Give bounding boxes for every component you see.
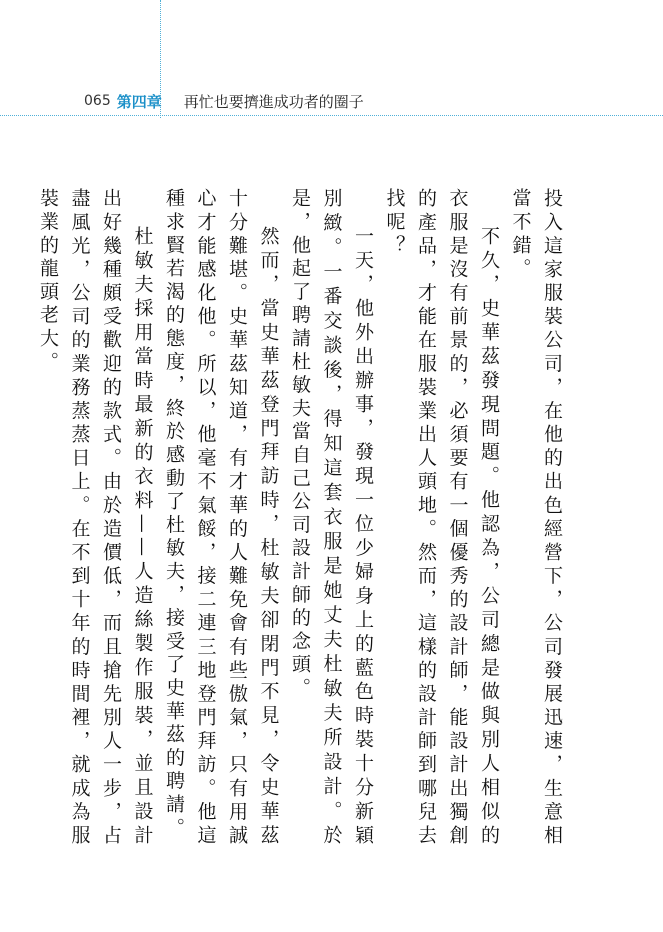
paragraph: 杜敏夫採用當時最新的衣料——人造絲製作服裝，並且設計出好幾種頗受歡迎的款式。由於造價低，而且搶先別人一步，占盡風光，公司的業務蒸蒸日上。在不到十年的時間裡，就成為服裝業的龍頭老大。	[37, 188, 154, 848]
book-title: 再忙也要擠進成功者的圈子	[183, 92, 364, 111]
paragraph: 一天，他外出辦事，發現一位少婦身上的藍色時裝十分新穎別緻。一番交談後，得知這套衣服是她丈夫杜敏夫所設計。於是，他起了聘請杜敏夫當自己公司設計師的念頭。	[289, 188, 374, 848]
paragraph: 然而，當史華茲登門拜訪時，杜敏夫卻閉門不見，令史華茲十分難堪。史華茲知道，有才華的人難免會有些傲氣，只有用誠心才能感化他。所以，他毫不氣餒，接二連三地登門拜訪。他這種求賢若渴的態度，終於感動了杜敏夫，接受了史華茲的聘請。	[163, 188, 280, 848]
page-number: 065	[84, 93, 111, 109]
running-header	[84, 89, 364, 113]
horizontal-guide-line	[0, 115, 663, 116]
paragraph: 不久，史華茲發現問題。他認為，公司總是做與別人相似的衣服是沒有前景的，必須要有一個優秀的設計師，能設計出獨創的產品，才能在服裝業出人頭地。然而，這樣的設計師到哪兒去找呢？	[383, 188, 500, 848]
body-text	[32, 188, 568, 848]
chapter-label: 第四章	[116, 92, 162, 111]
paragraph: 投入這家服裝公司，在他的出色經營下，公司發展迅速，生意相當不錯。	[509, 188, 563, 848]
